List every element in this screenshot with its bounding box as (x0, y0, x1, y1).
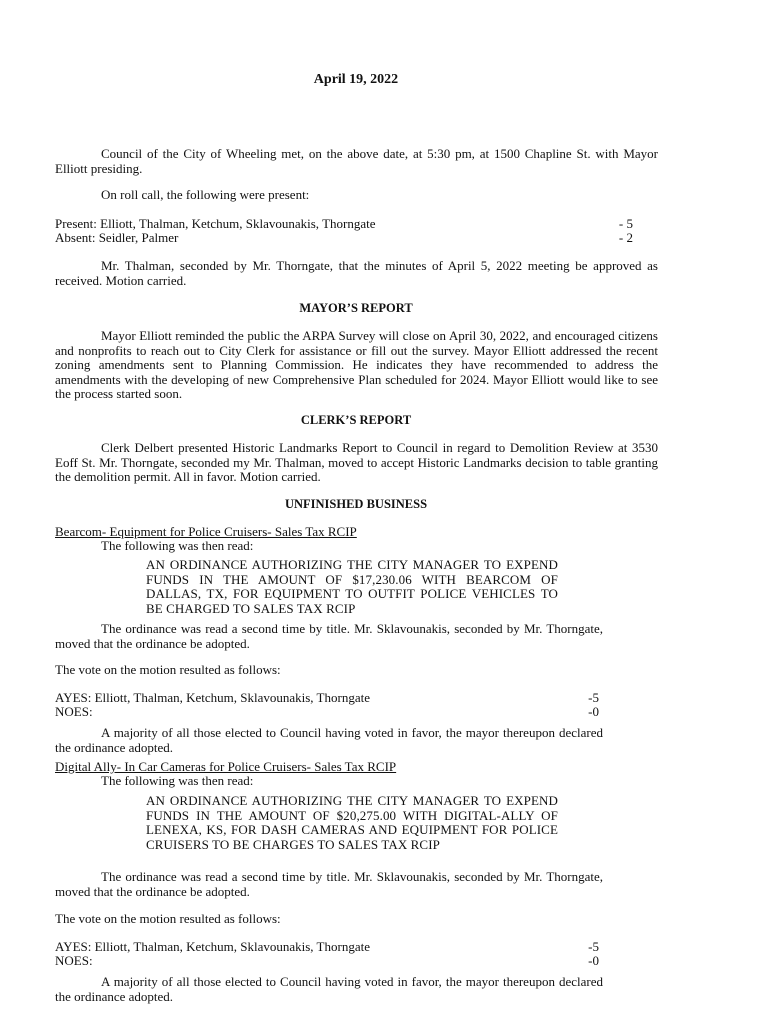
unfinished-business-heading: UNFINISHED BUSINESS (284, 497, 428, 511)
absent-count: - 2 (618, 230, 633, 245)
present-members: Present: Elliott, Thalman, Ketchum, Sklavounakis, Thorngate (55, 216, 376, 231)
item2-noes-label: NOES: (55, 953, 93, 968)
item2-ayes-count: -5 (588, 939, 599, 954)
item1-ayes-row (55, 691, 599, 706)
absent-members: Absent: Seidler, Palmer (55, 230, 179, 245)
item1-vote-intro: The vote on the motion resulted as follows: (55, 662, 281, 677)
item2-second-reading: The ordinance was read a second time by title. Mr. Sklavounakis, seconded by Mr. Thorngate, moved that the ordinance be adopted. (55, 869, 603, 899)
item1-ordinance-text: AN ORDINANCE AUTHORIZING THE CITY MANAGER TO EXPEND FUNDS IN THE AMOUNT OF $17,230.06 WITH BEARCOM OF DALLAS, TX, FOR EQUIPMENT TO OUTFIT POLICE VEHICLES TO BE CHARGED TO SALES TAX RCIP (146, 557, 558, 616)
absent-row (55, 231, 633, 246)
item1-ayes-count: -5 (588, 690, 599, 705)
item2-ayes-row (55, 940, 599, 955)
item1-noes-label: NOES: (55, 704, 93, 719)
item2-read-intro: The following was then read: (101, 773, 254, 788)
roll-call-text: On roll call, the following were present: (101, 187, 310, 202)
item2-title: Digital Ally- In Car Cameras for Police Cruisers- Sales Tax RCIP (55, 759, 397, 774)
item2-noes-count: -0 (588, 953, 599, 968)
item2-ordinance-text: AN ORDINANCE AUTHORIZING THE CITY MANAGER TO EXPEND FUNDS IN THE AMOUNT OF $20,275.00 WITH DIGITAL-ALLY OF LENEXA, KS, FOR DASH CAMERAS AND EQUIPMENT FOR POLICE CRUISERS TO BE CHARGES TO SALES TAX RCIP (146, 793, 558, 852)
minutes-paragraph: Mr. Thalman, seconded by Mr. Thorngate, that the minutes of April 5, 2022 meeting be approved as received. Motion carried. (55, 258, 658, 288)
item1-ayes-members: AYES: Elliott, Thalman, Ketchum, Sklavounakis, Thorngate (55, 690, 370, 705)
item1-second-reading: The ordinance was read a second time by title. Mr. Sklavounakis, seconded by Mr. Thorngate, moved that the ordinance be adopted. (55, 621, 603, 651)
item1-title: Bearcom- Equipment for Police Cruisers- Sales Tax RCIP (55, 524, 357, 539)
mayors-report-heading: MAYOR’S REPORT (299, 301, 413, 315)
clerks-report-heading: CLERK’S REPORT (300, 413, 412, 427)
intro-paragraph: Council of the City of Wheeling met, on the above date, at 5:30 pm, at 1500 Chapline St. with Mayor Elliott presiding. (55, 146, 658, 176)
item1-noes-count: -0 (588, 704, 599, 719)
item2-noes-row (55, 954, 599, 969)
item1-result: A majority of all those elected to Council having voted in favor, the mayor thereupon declared the ordinance adopted. (55, 725, 603, 755)
item2-vote-intro: The vote on the motion resulted as follows: (55, 911, 281, 926)
clerks-report-paragraph: Clerk Delbert presented Historic Landmarks Report to Council in regard to Demolition Review at 3530 Eoff St. Mr. Thorngate, seconded my Mr. Thalman, moved to accept Historic Landmarks decision to table granting the demolition permit. All in favor. Motion carried. (55, 440, 658, 484)
present-count: - 5 (618, 216, 633, 231)
meeting-date: April 19, 2022 (313, 72, 399, 87)
item2-ayes-members: AYES: Elliott, Thalman, Ketchum, Sklavounakis, Thorngate (55, 939, 370, 954)
item1-read-intro: The following was then read: (101, 538, 254, 553)
item1-noes-row (55, 705, 599, 720)
item2-result: A majority of all those elected to Council having voted in favor, the mayor thereupon declared the ordinance adopted. (55, 974, 603, 1004)
mayors-report-paragraph: Mayor Elliott reminded the public the ARPA Survey will close on April 30, 2022, and encouraged citizens and nonprofits to reach out to City Clerk for assistance or fill out the survey. Mayor Elliott addressed the recent zoning amendments sent to Planning Commission. He indicates they have recommended to address the amendments with the developing of new Comprehensive Plan scheduled for 2024. Mayor Elliott would like to see the process started soon. (55, 328, 658, 401)
